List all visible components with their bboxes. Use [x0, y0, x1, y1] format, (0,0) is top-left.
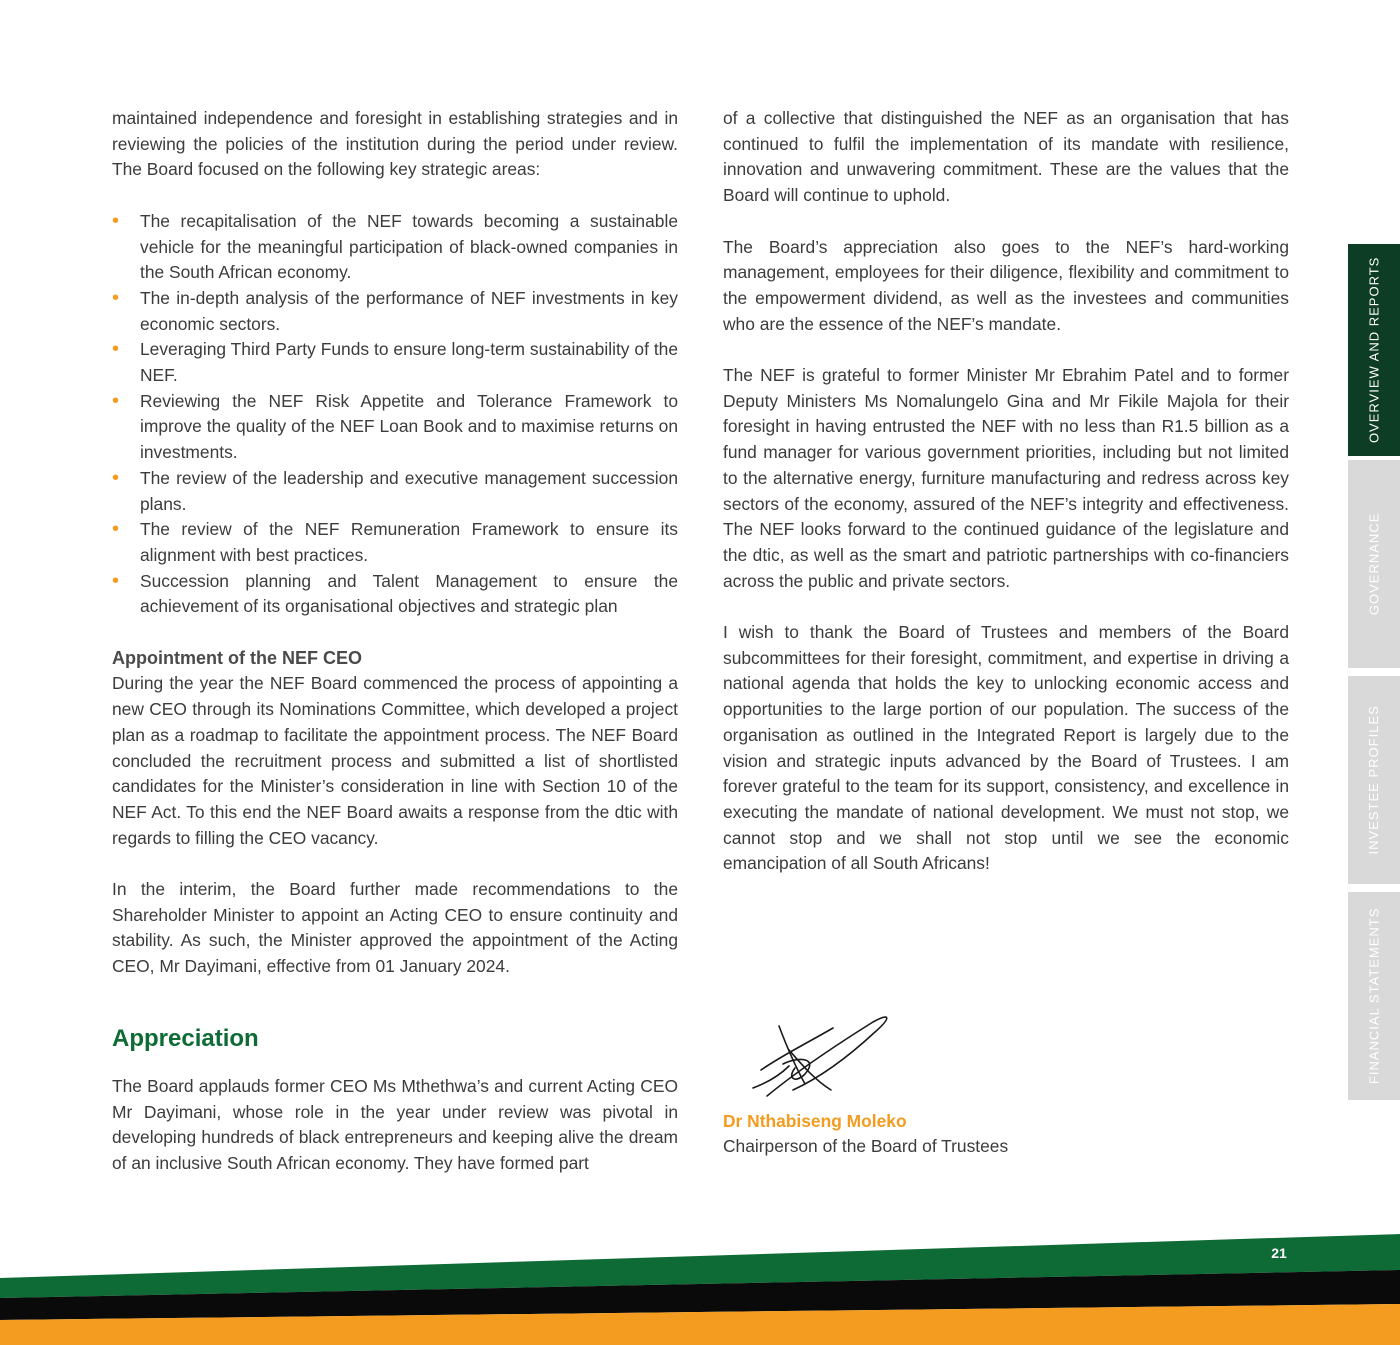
tab-overview-and-reports[interactable]: OVERVIEW AND REPORTS [1348, 244, 1400, 456]
ceo-appointment-heading: Appointment of the NEF CEO [112, 647, 362, 668]
list-item: • Succession planning and Talent Management to ensure the achievement of its organisational objectives and strategic plan [112, 569, 678, 617]
signature-icon [723, 1008, 893, 1103]
ceo-paragraph-2: In the interim, the Board further made recommendations to the Shareholder Minister to appoint an Acting CEO to ensure continuity and stability. As such, the Minister approved the appointment of the Acting CEO, Mr Dayimani, effective from 01 January 2024. [112, 879, 678, 977]
right-paragraph-2: The Board’s appreciation also goes to the NEF’s hard-working management, employees for their diligence, flexibility and commitment to the empowerment dividend, as well as the investees and communities who are the essence of the NEF’s mandate. [723, 236, 1289, 334]
bullet-icon: • [112, 466, 120, 489]
list-item: • The recapitalisation of the NEF towards becoming a sustainable vehicle for the meaningful participation of black-owned companies in the South African economy. [112, 209, 678, 283]
page-number: 21 [1271, 1245, 1287, 1261]
tab-financial-statements[interactable]: FINANCIAL STATEMENTS [1348, 892, 1400, 1100]
signatory-title: Chairperson of the Board of Trustees [723, 1136, 1009, 1156]
left-column [112, 106, 678, 1177]
list-item: • The review of the NEF Remuneration Framework to ensure its alignment with best practices. [112, 518, 678, 565]
right-paragraph-4: I wish to thank the Board of Trustees and members of the Board subcommittees for their foresight, commitment, and expertise in driving a national agenda that holds the key to unlocking economic access and opportunities to the large portion of our population. The success of the organisation as outlined in the Integrated Report is largely due to the vision and strategic inputs advanced by the Board of Trustees. I am forever grateful to the team for its support, consistency, and excellence in executing the mandate of national development. We must not stop, we cannot stop and we shall not stop until we see the economic emancipation of all South Africans! [723, 622, 1289, 874]
right-paragraph-1: of a collective that distinguished the NEF as an organisation that has continued to fulfil the implementation of its mandate with resilience, innovation and unwavering commitment. These are the values that the Board will continue to uphold. [723, 108, 1289, 206]
appreciation-paragraph: The Board applauds former CEO Ms Mthethwa’s and current Acting CEO Mr Dayimani, whose role in the year under review was pivotal in developing hundreds of black entrepreneurs and keeping alive the dream of an inclusive South African economy. They have formed part [112, 1075, 678, 1173]
right-paragraph-3: The NEF is grateful to former Minister Mr Ebrahim Patel and to former Deputy Ministers Ms Nomalungelo Gina and Mr Fikile Majola for their foresight in having entrusted the NEF with no less than R1.5 billion as a fund manager for various government priorities, including but not limited to the alternative energy, furniture manufacturing and redress across key sectors of the economy, assured of the NEF’s integrity and effectiveness. The NEF looks forward to the continued guidance of the legislature and the dtic, as well as the smart and patriotic partnerships with co-financiers across the public and private sectors. [723, 365, 1289, 591]
tab-governance[interactable]: GOVERNANCE [1348, 460, 1400, 668]
signatory-name: Dr Nthabiseng Moleko [723, 1111, 907, 1131]
list-item: • Leveraging Third Party Funds to ensure long-term sustainability of the NEF. [112, 338, 678, 386]
ceo-paragraph-1: During the year the NEF Board commenced the process of appointing a new CEO through its Nominations Committee, which developed a project plan as a roadmap to facilitate the appointment process. The NEF Board concluded the recruitment process and submitted a list of shortlisted candidates for the Minister’s consideration in line with Section 10 of the NEF Act. To this end the NEF Board awaits a response from the dtic with regards to filling the CEO vacancy. [112, 673, 678, 848]
bullet-icon: • [112, 518, 120, 541]
bullet-icon: • [112, 286, 120, 309]
bullet-icon: • [112, 569, 120, 592]
bullet-icon: • [112, 389, 120, 412]
appreciation-heading: Appreciation [112, 1024, 259, 1052]
intro-paragraph: maintained independence and foresight in establishing strategies and in reviewing the policies of the institution during the period under review. The Board focused on the following key strategic areas: [112, 108, 678, 180]
list-item: • The review of the leadership and executive management succession plans. [112, 466, 678, 514]
bullet-icon: • [112, 338, 120, 361]
list-item: • Reviewing the NEF Risk Appetite and Tolerance Framework to improve the quality of the NEF Loan Book and to maximise returns on investments. [112, 389, 678, 463]
strategic-areas-list [112, 209, 678, 620]
list-item: • The in-depth analysis of the performance of NEF investments in key economic sectors. [112, 286, 678, 334]
footer-stripes [0, 1230, 1400, 1345]
bullet-icon: • [112, 209, 120, 232]
tab-investee-profiles[interactable]: INVESTEE PROFILES [1348, 676, 1400, 884]
right-column [723, 106, 1289, 877]
